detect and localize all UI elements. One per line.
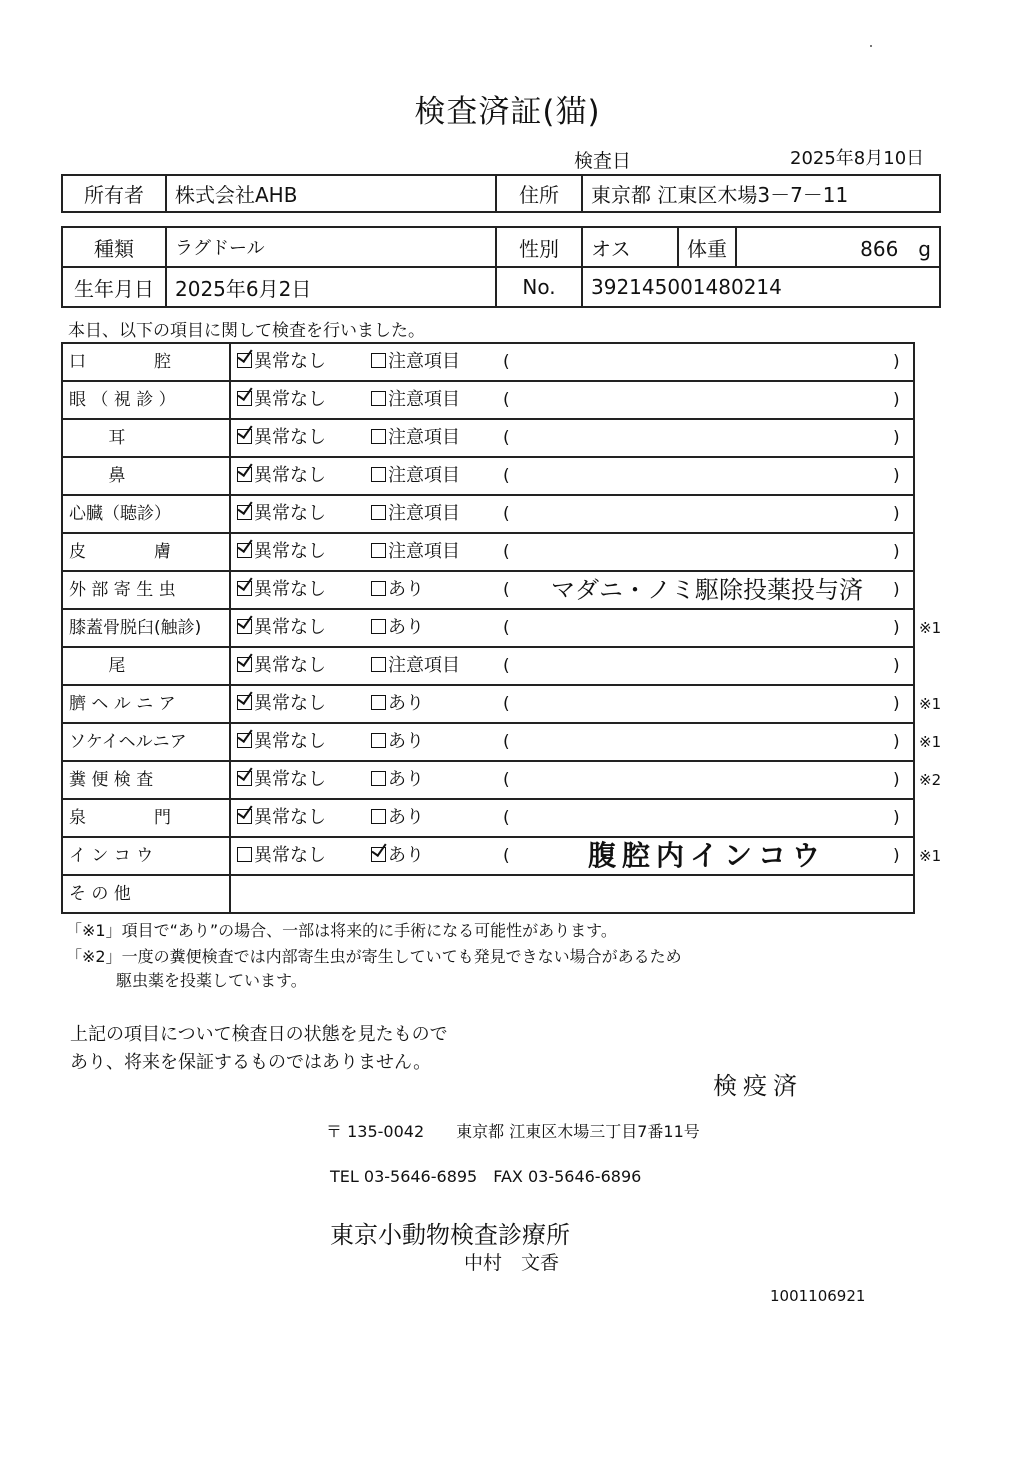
column-divider	[229, 838, 231, 874]
exam-row	[63, 420, 915, 458]
option-attention[interactable]	[371, 686, 424, 722]
open-paren: (	[503, 656, 510, 676]
document-title: 検査済証(猫)	[414, 94, 601, 130]
exam-note	[527, 458, 887, 494]
option-attention[interactable]	[371, 800, 424, 836]
option-normal[interactable]	[237, 610, 326, 646]
footnote-2-continued: 駆虫薬を投薬しています。	[116, 971, 307, 990]
breed-label: 種類	[62, 227, 166, 267]
option-normal[interactable]	[237, 382, 326, 418]
birth-value: 2025年6月2日	[166, 267, 496, 307]
checked-box-icon[interactable]	[237, 353, 252, 368]
column-divider	[229, 648, 231, 684]
option-normal-label: 異常なし	[254, 427, 326, 448]
pet-table	[61, 226, 941, 308]
checked-box-icon[interactable]	[237, 657, 252, 672]
exam-item-name: 臍 ヘ ル ニ ア	[69, 694, 176, 714]
exam-item-name: 眼 （ 視 診 ）	[69, 390, 176, 410]
exam-item-name: そ の 他	[69, 884, 131, 904]
open-paren: (	[503, 466, 510, 486]
breed-value: ラグドール	[166, 227, 496, 267]
checked-box-icon[interactable]	[237, 771, 252, 786]
option-attention[interactable]	[371, 762, 424, 798]
clinic-address: 〒 135-0042 東京都 江東区木場三丁目7番11号	[326, 1122, 700, 1141]
open-paren: (	[503, 542, 510, 562]
checkbox-icon[interactable]	[371, 391, 386, 406]
column-divider	[229, 344, 231, 380]
column-divider	[229, 572, 231, 608]
checkbox-icon[interactable]	[371, 543, 386, 558]
exam-row	[63, 686, 942, 724]
option-normal[interactable]	[237, 496, 326, 532]
exam-item-name: イ ン コ ウ	[69, 846, 154, 866]
exam-row	[63, 838, 942, 876]
option-normal[interactable]	[237, 458, 326, 494]
open-paren: (	[503, 352, 510, 372]
checked-box-icon[interactable]	[237, 391, 252, 406]
footnote-mark: ※1	[919, 619, 942, 637]
option-attention-label: 注意項目	[388, 351, 460, 372]
open-paren: (	[503, 732, 510, 752]
option-attention[interactable]	[371, 838, 424, 874]
exam-note	[527, 534, 887, 570]
column-divider	[229, 800, 231, 836]
exam-date-value: 2025年8月10日	[790, 148, 925, 169]
close-paren: )	[893, 770, 900, 790]
close-paren: )	[893, 580, 900, 600]
option-normal-label: 異常なし	[254, 389, 326, 410]
close-paren: )	[893, 656, 900, 676]
column-divider	[229, 724, 231, 760]
close-paren: )	[893, 504, 900, 524]
option-normal[interactable]	[237, 686, 326, 722]
footnote-mark: ※1	[919, 695, 942, 713]
exam-row	[63, 572, 915, 610]
checked-box-icon[interactable]	[237, 543, 252, 558]
exam-row	[63, 458, 915, 496]
column-divider	[229, 762, 231, 798]
exam-item-name: 口 腔	[69, 352, 171, 372]
exam-item-name: 泉 門	[69, 808, 171, 828]
checkbox-icon[interactable]	[371, 467, 386, 482]
exam-note	[527, 610, 887, 646]
option-attention-label: あり	[388, 769, 424, 790]
column-divider	[229, 610, 231, 646]
exam-note: マダニ・ノミ駆除投薬投与済	[551, 576, 863, 604]
exam-item-name: 皮 膚	[69, 542, 171, 562]
option-attention[interactable]	[371, 420, 460, 456]
option-normal-label: 異常なし	[254, 351, 326, 372]
option-normal-label: 異常なし	[254, 541, 326, 562]
column-divider	[229, 686, 231, 722]
option-normal[interactable]	[237, 724, 326, 760]
exam-row	[63, 648, 915, 686]
option-attention[interactable]	[371, 724, 424, 760]
close-paren: )	[893, 542, 900, 562]
clinic-phone-fax: TEL 03-5646-6895 FAX 03-5646-6896	[330, 1167, 642, 1186]
close-paren: )	[893, 846, 900, 866]
checkbox-icon[interactable]	[371, 429, 386, 444]
footnote-mark: ※1	[919, 733, 942, 751]
checkbox-icon[interactable]	[371, 619, 386, 634]
address-value: 東京都 江東区木場3－7－11	[582, 175, 940, 212]
exam-item-name: 耳	[69, 428, 126, 448]
option-attention-label: あり	[388, 845, 424, 866]
exam-note	[527, 496, 887, 532]
no-value: 392145001480214	[582, 267, 940, 307]
checkbox-icon[interactable]	[371, 581, 386, 596]
checkbox-icon[interactable]	[371, 657, 386, 672]
close-paren: )	[893, 618, 900, 638]
option-attention[interactable]	[371, 610, 424, 646]
option-normal[interactable]	[237, 534, 326, 570]
option-attention-label: 注意項目	[388, 503, 460, 524]
exam-item-name: 心臓（聴診）	[69, 504, 171, 524]
checkbox-icon[interactable]	[371, 733, 386, 748]
intro-text: 本日、以下の項目に関して検査を行いました。	[68, 321, 425, 341]
close-paren: )	[893, 732, 900, 752]
column-divider	[229, 420, 231, 456]
option-normal[interactable]	[237, 648, 326, 684]
open-paren: (	[503, 694, 510, 714]
owner-value: 株式会社AHB	[166, 175, 496, 212]
option-attention[interactable]	[371, 496, 460, 532]
close-paren: )	[893, 428, 900, 448]
option-attention-label: あり	[388, 731, 424, 752]
clinic-name: 東京小動物検査診療所	[330, 1221, 570, 1249]
exam-row	[63, 496, 915, 534]
option-attention[interactable]	[371, 648, 460, 684]
address-label: 住所	[496, 175, 582, 212]
speck	[870, 45, 872, 47]
option-attention-label: あり	[388, 807, 424, 828]
checkbox-icon[interactable]	[371, 505, 386, 520]
exam-note	[527, 382, 887, 418]
sex-label: 性別	[496, 227, 582, 267]
footnote-1: 「※1」項目で“あり”の場合、一部は将来的に手術になる可能性があります。	[66, 921, 617, 940]
option-attention[interactable]	[371, 458, 460, 494]
owner-table	[61, 174, 941, 213]
open-paren: (	[503, 846, 510, 866]
checked-box-icon[interactable]	[237, 581, 252, 596]
checkbox-icon[interactable]	[371, 353, 386, 368]
checked-box-icon[interactable]	[371, 847, 386, 862]
option-attention[interactable]	[371, 534, 460, 570]
open-paren: (	[503, 428, 510, 448]
footnote-mark: ※2	[919, 771, 942, 789]
weight-value: 866 g	[736, 227, 940, 267]
option-attention-label: 注意項目	[388, 655, 460, 676]
exam-row	[63, 382, 915, 420]
checked-box-icon[interactable]	[237, 733, 252, 748]
open-paren: (	[503, 504, 510, 524]
option-normal-label: 異常なし	[254, 465, 326, 486]
sex-value: オス	[582, 227, 678, 267]
veterinarian-name: 中村 文香	[464, 1252, 560, 1274]
exam-row	[63, 724, 942, 762]
column-divider	[229, 876, 231, 912]
checkbox-icon[interactable]	[371, 695, 386, 710]
option-normal-label: 異常なし	[254, 579, 326, 600]
exam-note	[527, 686, 887, 722]
checkbox-icon[interactable]	[371, 809, 386, 824]
checked-box-icon[interactable]	[237, 695, 252, 710]
exam-note: 腹腔内インコウ	[587, 839, 826, 872]
option-normal[interactable]	[237, 838, 326, 874]
exam-note	[527, 420, 887, 456]
footnote-mark: ※1	[919, 847, 942, 865]
option-normal-label: 異常なし	[254, 617, 326, 638]
option-attention-label: あり	[388, 693, 424, 714]
checkbox-icon[interactable]	[237, 847, 252, 862]
close-paren: )	[893, 466, 900, 486]
option-normal-label: 異常なし	[254, 807, 326, 828]
exam-note	[527, 648, 887, 684]
checked-box-icon[interactable]	[237, 809, 252, 824]
exam-row	[63, 344, 915, 382]
option-normal[interactable]	[237, 572, 326, 608]
exam-row	[63, 610, 942, 648]
option-attention[interactable]	[371, 572, 424, 608]
option-normal-label: 異常なし	[254, 503, 326, 524]
exam-item-name: 糞 便 検 査	[69, 770, 154, 790]
option-attention-label: 注意項目	[388, 465, 460, 486]
close-paren: )	[893, 352, 900, 372]
column-divider	[229, 382, 231, 418]
exam-item-name: ソケイヘルニア	[69, 732, 187, 752]
serial-number: 1001106921	[770, 1287, 866, 1305]
option-normal-label: 異常なし	[254, 655, 326, 676]
checked-box-icon[interactable]	[237, 429, 252, 444]
option-normal-label: 異常なし	[254, 845, 326, 866]
exam-note	[527, 344, 887, 380]
quarantine-stamp: 検疫済	[713, 1072, 803, 1100]
open-paren: (	[503, 390, 510, 410]
checked-box-icon[interactable]	[237, 619, 252, 634]
exam-row	[63, 534, 915, 572]
exam-note	[527, 800, 887, 836]
exam-table	[61, 342, 942, 914]
option-normal[interactable]	[237, 344, 326, 380]
exam-item-name: 尾	[69, 656, 126, 676]
option-normal-label: 異常なし	[254, 731, 326, 752]
checked-box-icon[interactable]	[237, 467, 252, 482]
exam-row	[63, 762, 942, 800]
close-paren: )	[893, 694, 900, 714]
option-normal[interactable]	[237, 800, 326, 836]
option-attention-label: あり	[388, 579, 424, 600]
column-divider	[229, 458, 231, 494]
option-attention-label: 注意項目	[388, 427, 460, 448]
option-attention-label: 注意項目	[388, 389, 460, 410]
open-paren: (	[503, 618, 510, 638]
exam-row	[63, 800, 915, 838]
option-normal[interactable]	[237, 420, 326, 456]
exam-date-label: 検査日	[574, 150, 632, 172]
option-attention-label: あり	[388, 617, 424, 638]
open-paren: (	[503, 580, 510, 600]
option-attention[interactable]	[371, 382, 460, 418]
checkbox-icon[interactable]	[371, 771, 386, 786]
option-normal-label: 異常なし	[254, 693, 326, 714]
close-paren: )	[893, 808, 900, 828]
exam-row-other	[63, 876, 915, 914]
disclaimer: 上記の項目について検査日の状態を見たものであり、将来を保証するものではありません。	[70, 1024, 448, 1073]
no-label: No.	[496, 267, 582, 307]
checked-box-icon[interactable]	[237, 505, 252, 520]
owner-label: 所有者	[62, 175, 166, 212]
open-paren: (	[503, 770, 510, 790]
exam-item-name: 鼻	[69, 466, 126, 486]
option-attention[interactable]	[371, 344, 460, 380]
column-divider	[229, 534, 231, 570]
exam-item-name: 膝蓋骨脱臼(触診)	[69, 618, 202, 638]
birth-label: 生年月日	[62, 267, 166, 307]
option-normal[interactable]	[237, 762, 326, 798]
footnote-2: 「※2」一度の糞便検査では内部寄生虫が寄生していても発見できない場合があるため	[66, 947, 682, 966]
exam-item-name: 外 部 寄 生 虫	[69, 580, 176, 600]
option-attention-label: 注意項目	[388, 541, 460, 562]
weight-label: 体重	[678, 227, 736, 267]
exam-note	[527, 724, 887, 760]
option-normal-label: 異常なし	[254, 769, 326, 790]
close-paren: )	[893, 390, 900, 410]
exam-note	[527, 762, 887, 798]
open-paren: (	[503, 808, 510, 828]
column-divider	[229, 496, 231, 532]
